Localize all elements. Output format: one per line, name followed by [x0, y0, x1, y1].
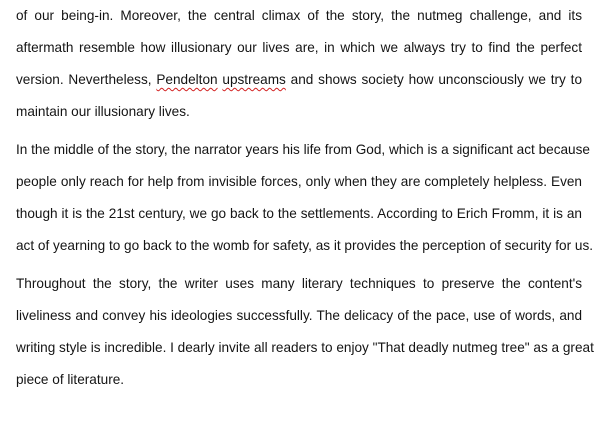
text-line: aftermath resemble how illusionary our lives are, in which we always try to find the perfect [16, 40, 582, 55]
text-line: maintain our illusionary lives. [16, 104, 190, 119]
text-line: liveliness and convey his ideologies successfully. The delicacy of the pace, use of words, and [16, 308, 582, 323]
spelling-error-word[interactable]: upstreams [222, 72, 286, 87]
text-segment: version. Nevertheless, [16, 72, 157, 87]
paragraph-1 [16, 6, 582, 140]
text-line: act of yearning to go back to the womb for safety, as it provides the perception of security for us. [16, 238, 594, 253]
text-line: of our being-in. Moreover, the central climax of the story, the nutmeg challenge, and its [16, 8, 582, 23]
text-line [16, 70, 582, 102]
paragraph-2 [16, 140, 594, 274]
text-segment: and shows society how unconsciously we try to [285, 72, 583, 87]
paragraph-3 [16, 274, 594, 402]
text-line: piece of literature. [16, 372, 125, 387]
text-line: In the middle of the story, the narrator years his life from God, which is a significant act because [16, 142, 590, 157]
document-body[interactable] [16, 6, 594, 402]
spelling-error-word[interactable]: Pendelton [156, 72, 218, 87]
text-line: people only reach for help from invisible forces, only when they are completely helpless. Even [16, 174, 582, 189]
text-line: Throughout the story, the writer uses many literary techniques to preserve the content's [16, 276, 582, 291]
text-line: writing style is incredible. I dearly invite all readers to enjoy "That deadly nutmeg tree" as a great [16, 340, 594, 355]
text-line: though it is the 21st century, we go back to the settlements. According to Erich Fromm, it is an [16, 206, 582, 221]
